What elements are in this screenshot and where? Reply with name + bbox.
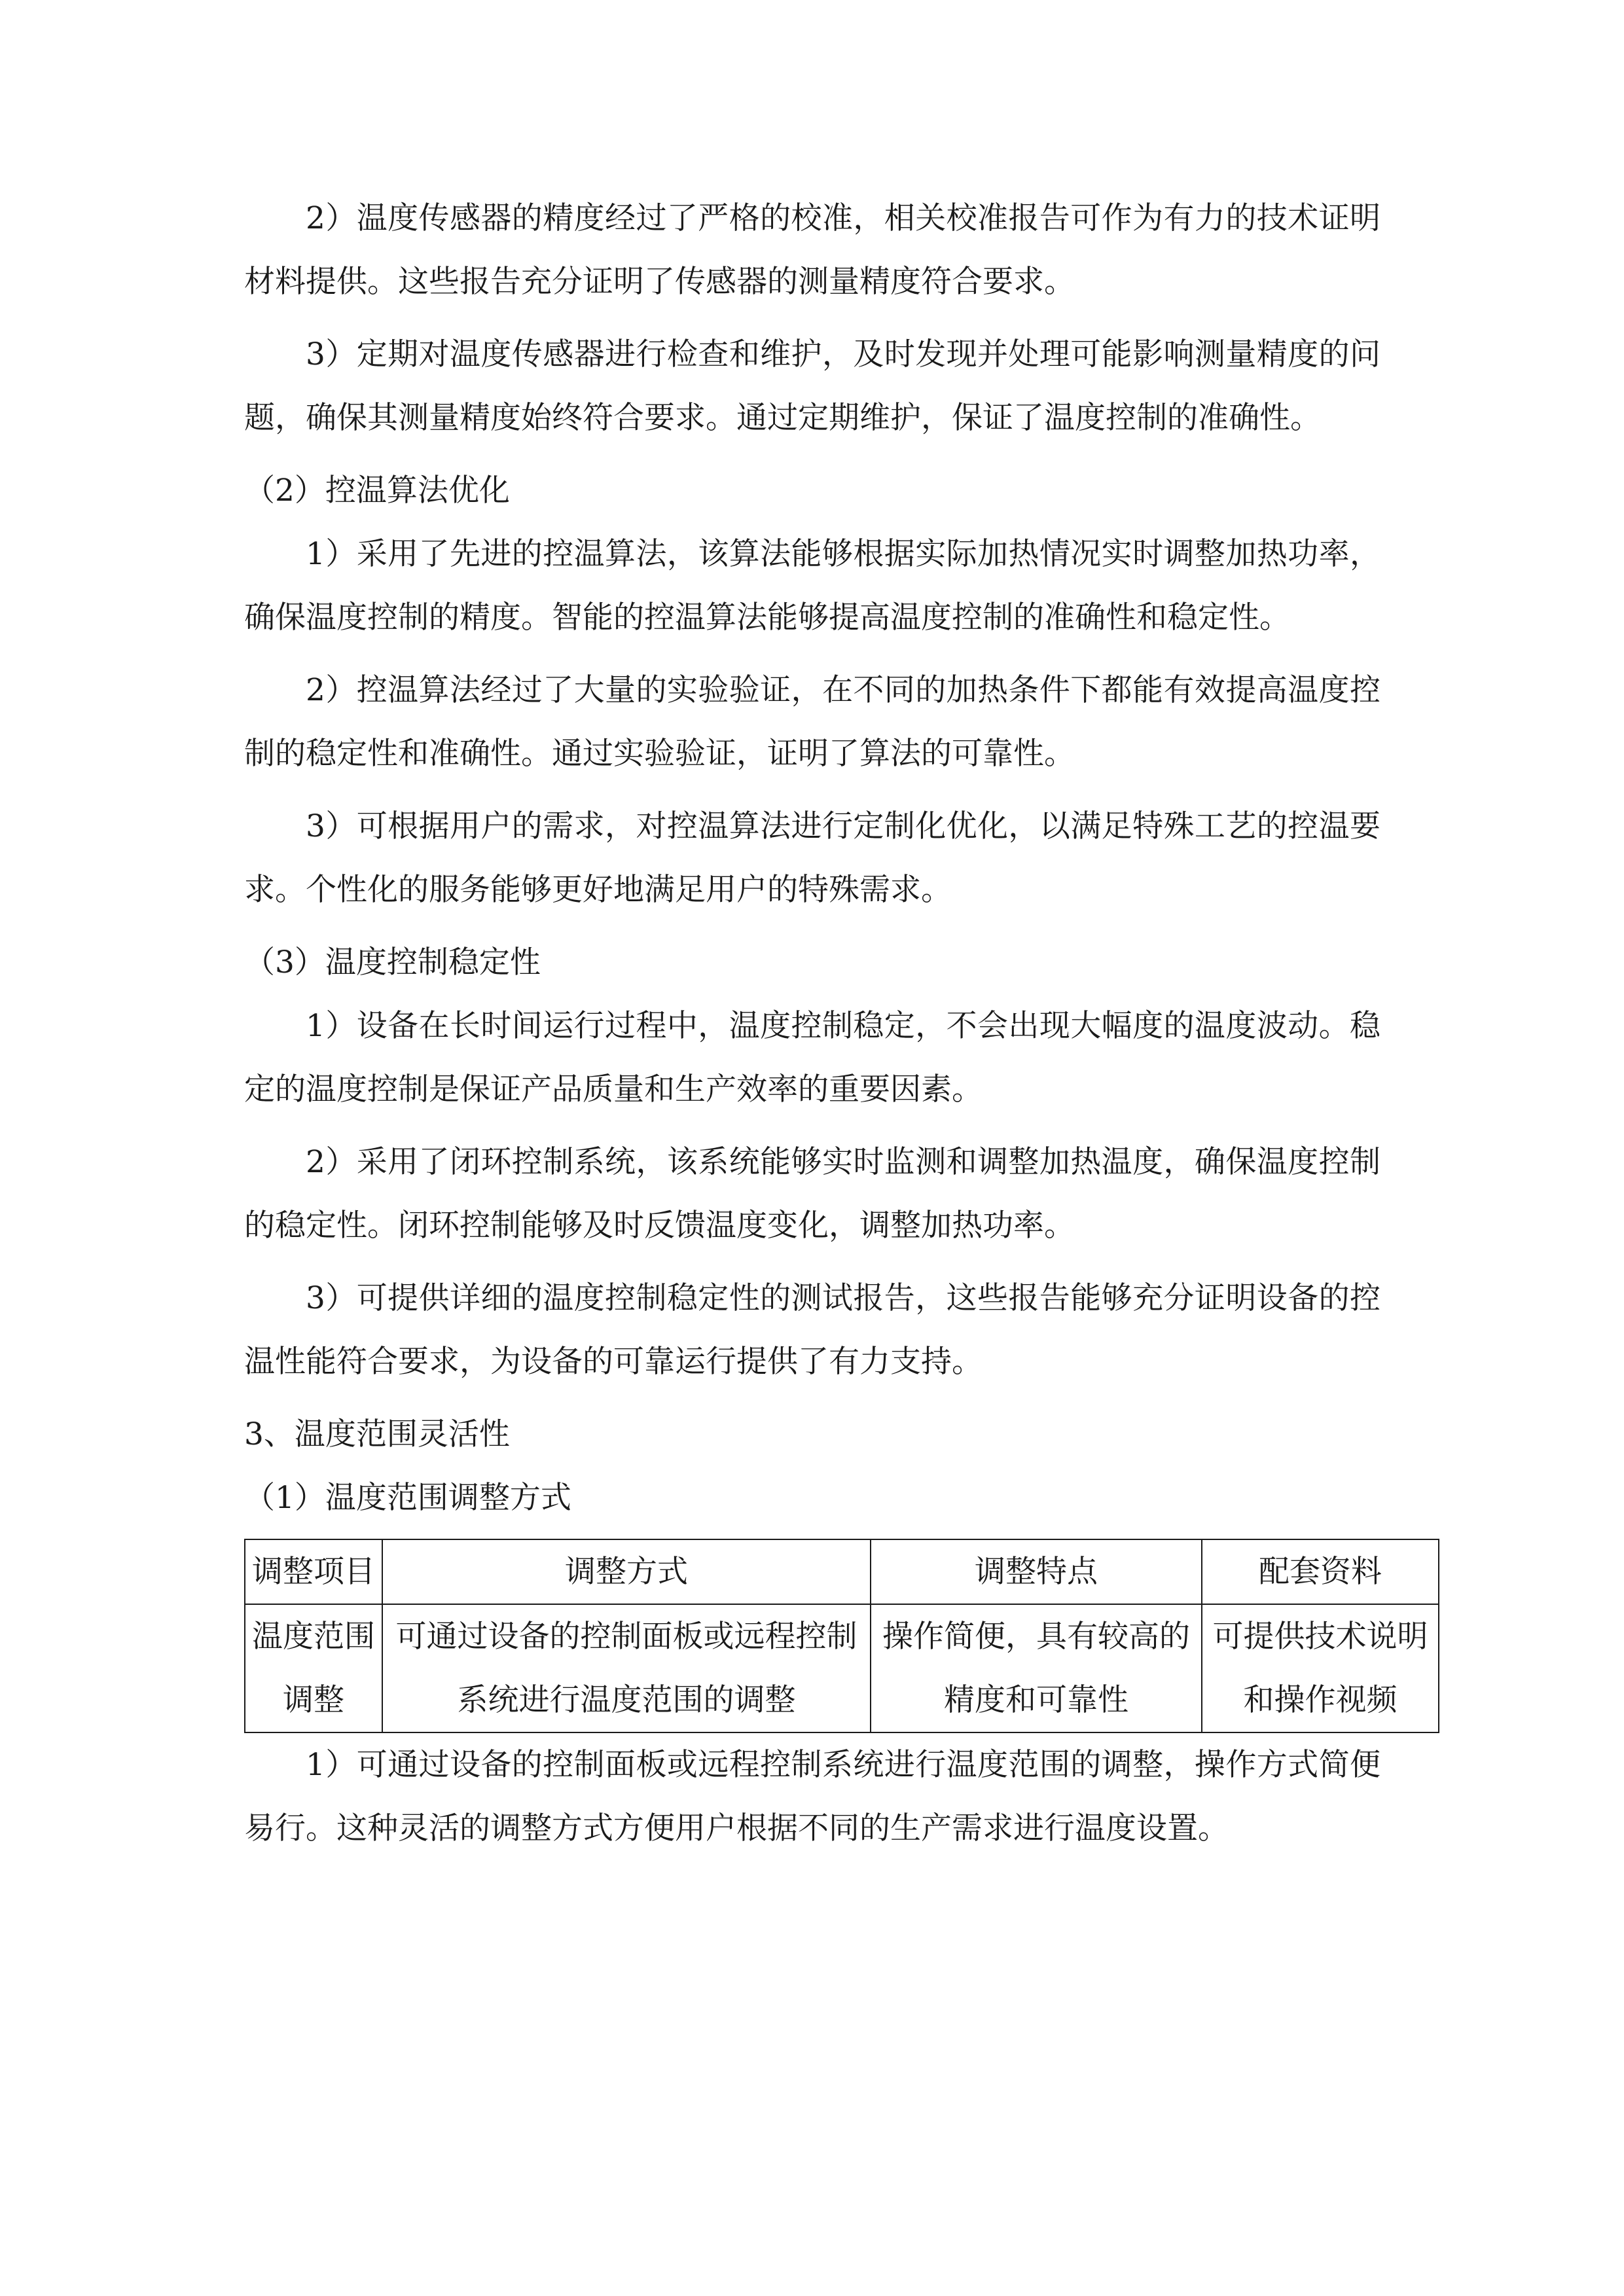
- paragraph: 1）设备在长时间运行过程中，温度控制稳定，不会出现大幅度的温度波动。稳定的温度控制是保证产品质量和生产效率的重要因素。: [244, 1008, 1380, 1107]
- table-cell: 可提供技术说明和操作视频: [1202, 1604, 1439, 1732]
- section-heading: （2）控温算法优化: [244, 473, 510, 509]
- section-heading: （1）温度范围调整方式: [244, 1480, 571, 1516]
- table-header-cell: 配套资料: [1202, 1539, 1439, 1604]
- document-body: [244, 187, 1428, 1860]
- paragraph: 2）温度传感器的精度经过了严格的校准，相关校准报告可作为有力的技术证明材料提供。这些报告充分证明了传感器的测量精度符合要求。: [244, 200, 1380, 300]
- paragraph: 3）可提供详细的温度控制稳定性的测试报告，这些报告能够充分证明设备的控温性能符合要求，为设备的可靠运行提供了有力支持。: [244, 1280, 1380, 1380]
- table-header-cell: 调整特点: [871, 1539, 1202, 1604]
- table-header-row: [245, 1539, 1439, 1604]
- paragraph: 1）采用了先进的控温算法，该算法能够根据实际加热情况实时调整加热功率，确保温度控制的精度。智能的控温算法能够提高温度控制的准确性和稳定性。: [244, 536, 1380, 636]
- paragraph: 3）定期对温度传感器进行检查和维护，及时发现并处理可能影响测量精度的问题，确保其测量精度始终符合要求。通过定期维护，保证了温度控制的准确性。: [244, 336, 1380, 436]
- table-header-cell: 调整项目: [245, 1539, 382, 1604]
- paragraph: 1）可通过设备的控制面板或远程控制系统进行温度范围的调整，操作方式简便易行。这种灵活的调整方式方便用户根据不同的生产需求进行温度设置。: [244, 1747, 1380, 1846]
- table-header-cell: 调整方式: [382, 1539, 871, 1604]
- table-cell: 温度范围调整: [245, 1604, 382, 1732]
- chapter-heading: 3、温度范围灵活性: [244, 1416, 510, 1452]
- section-heading: （3）温度控制稳定性: [244, 944, 541, 980]
- paragraph: 2）控温算法经过了大量的实验验证，在不同的加热条件下都能有效提高温度控制的稳定性和准确性。通过实验验证，证明了算法的可靠性。: [244, 672, 1380, 772]
- paragraph: 2）采用了闭环控制系统，该系统能够实时监测和调整加热温度，确保温度控制的稳定性。闭环控制能够及时反馈温度变化，调整加热功率。: [244, 1144, 1380, 1244]
- adjustment-table: [244, 1539, 1439, 1733]
- table-cell: 操作简便，具有较高的精度和可靠性: [871, 1604, 1202, 1732]
- table-row: [245, 1604, 1439, 1732]
- paragraph: 3）可根据用户的需求，对控温算法进行定制化优化，以满足特殊工艺的控温要求。个性化的服务能够更好地满足用户的特殊需求。: [244, 808, 1380, 908]
- table-cell: 可通过设备的控制面板或远程控制系统进行温度范围的调整: [382, 1604, 871, 1732]
